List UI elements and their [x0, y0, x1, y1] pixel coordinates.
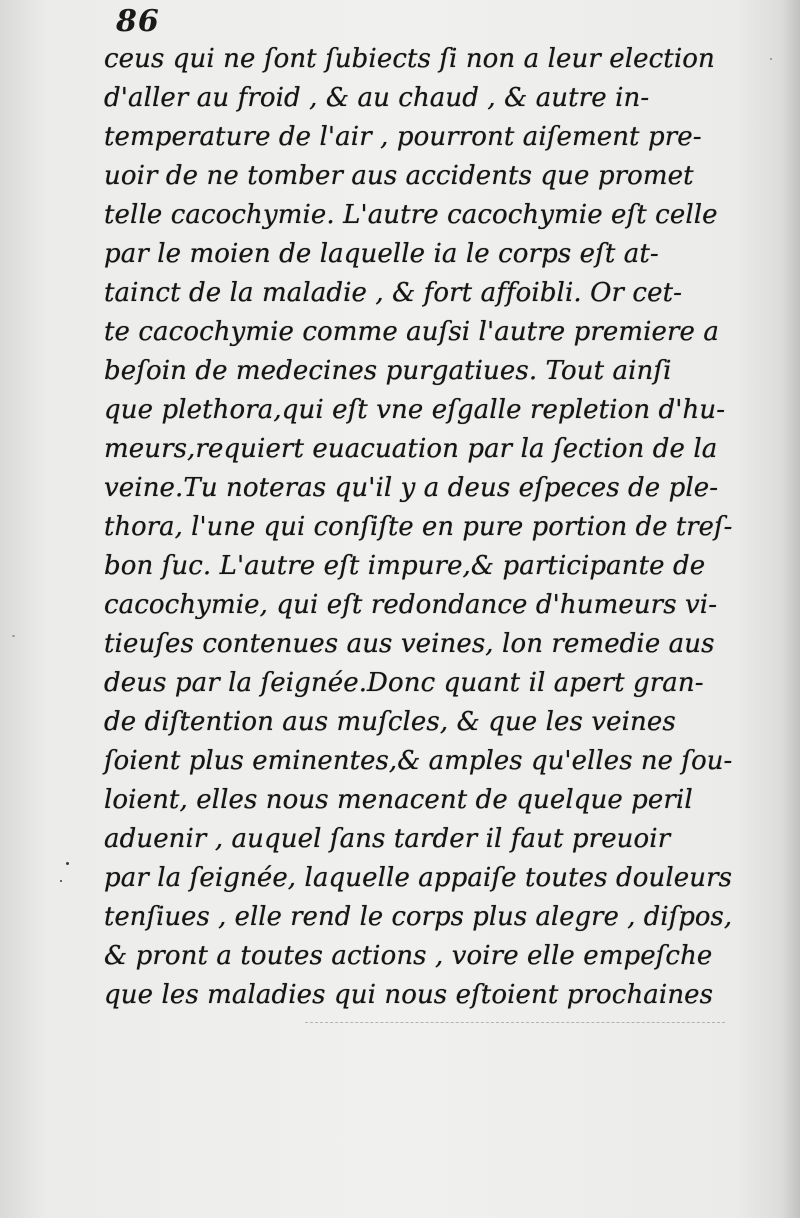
text-line: ſoient plus eminentes,& amples qu'elles ne ſou- — [104, 746, 733, 776]
text-line: tainct de la maladie , & fort affoibli. Or cet- — [104, 278, 683, 308]
text-line: deus par la ſeignée.Donc quant il apert gran- — [104, 668, 704, 698]
text-line: loient, elles nous menacent de quelque peril — [104, 785, 693, 815]
text-line: tenſiues , elle rend le corps plus alegre , diſpos, — [104, 902, 733, 932]
text-line: bon ſuc. L'autre eſt impure,& participante de — [104, 551, 706, 581]
text-line: que les maladies qui nous eſtoient prochaines — [104, 980, 714, 1010]
text-line: par la ſeignée, laquelle appaiſe toutes douleurs — [104, 863, 733, 893]
text-line: te cacochymie comme auſsi l'autre premiere a — [104, 317, 719, 347]
ink-speck — [60, 880, 62, 882]
ink-speck — [770, 58, 772, 60]
text-line: par le moien de laquelle ia le corps eſt at- — [104, 239, 659, 269]
text-line: ceus qui ne ſont ſubiects ſi non a leur election — [104, 44, 715, 74]
ink-speck — [66, 862, 69, 865]
text-line: uoir de ne tomber aus accidents que promet — [104, 161, 694, 191]
ink-speck — [12, 635, 15, 637]
text-line: veine.Tu noteras qu'il y a deus eſpeces de ple- — [104, 473, 719, 503]
page-number: 86 — [116, 4, 160, 39]
text-line: cacochymie, qui eſt redondance d'humeurs vi- — [104, 590, 718, 620]
text-line: beſoin de medecines purgatiues. Tout ainſi — [104, 356, 672, 386]
body-text — [104, 40, 734, 1015]
text-line: de diſtention aus muſcles, & que les veines — [104, 707, 676, 737]
text-line: meurs,requiert euacuation par la ſection de la — [104, 434, 718, 464]
text-line: telle cacochymie. L'autre cacochymie eſt celle — [104, 200, 718, 230]
text-line: thora, l'une qui conſiſte en pure portion de treſ- — [104, 512, 733, 542]
text-line: aduenir , auquel ſans tarder il faut preuoir — [104, 824, 671, 854]
text-line: que plethora,qui eſt vne eſgalle repletion d'hu- — [104, 395, 726, 425]
print-bleed-mark — [305, 1022, 725, 1023]
text-line: tieuſes contenues aus veines, lon remedie aus — [104, 629, 715, 659]
text-line: & pront a toutes actions , voire elle empeſche — [104, 941, 713, 971]
page-edge-shadow — [782, 0, 800, 1218]
text-line: d'aller au froid , & au chaud , & autre in- — [104, 83, 650, 113]
text-line: temperature de l'air , pourront aiſement pre- — [104, 122, 702, 152]
